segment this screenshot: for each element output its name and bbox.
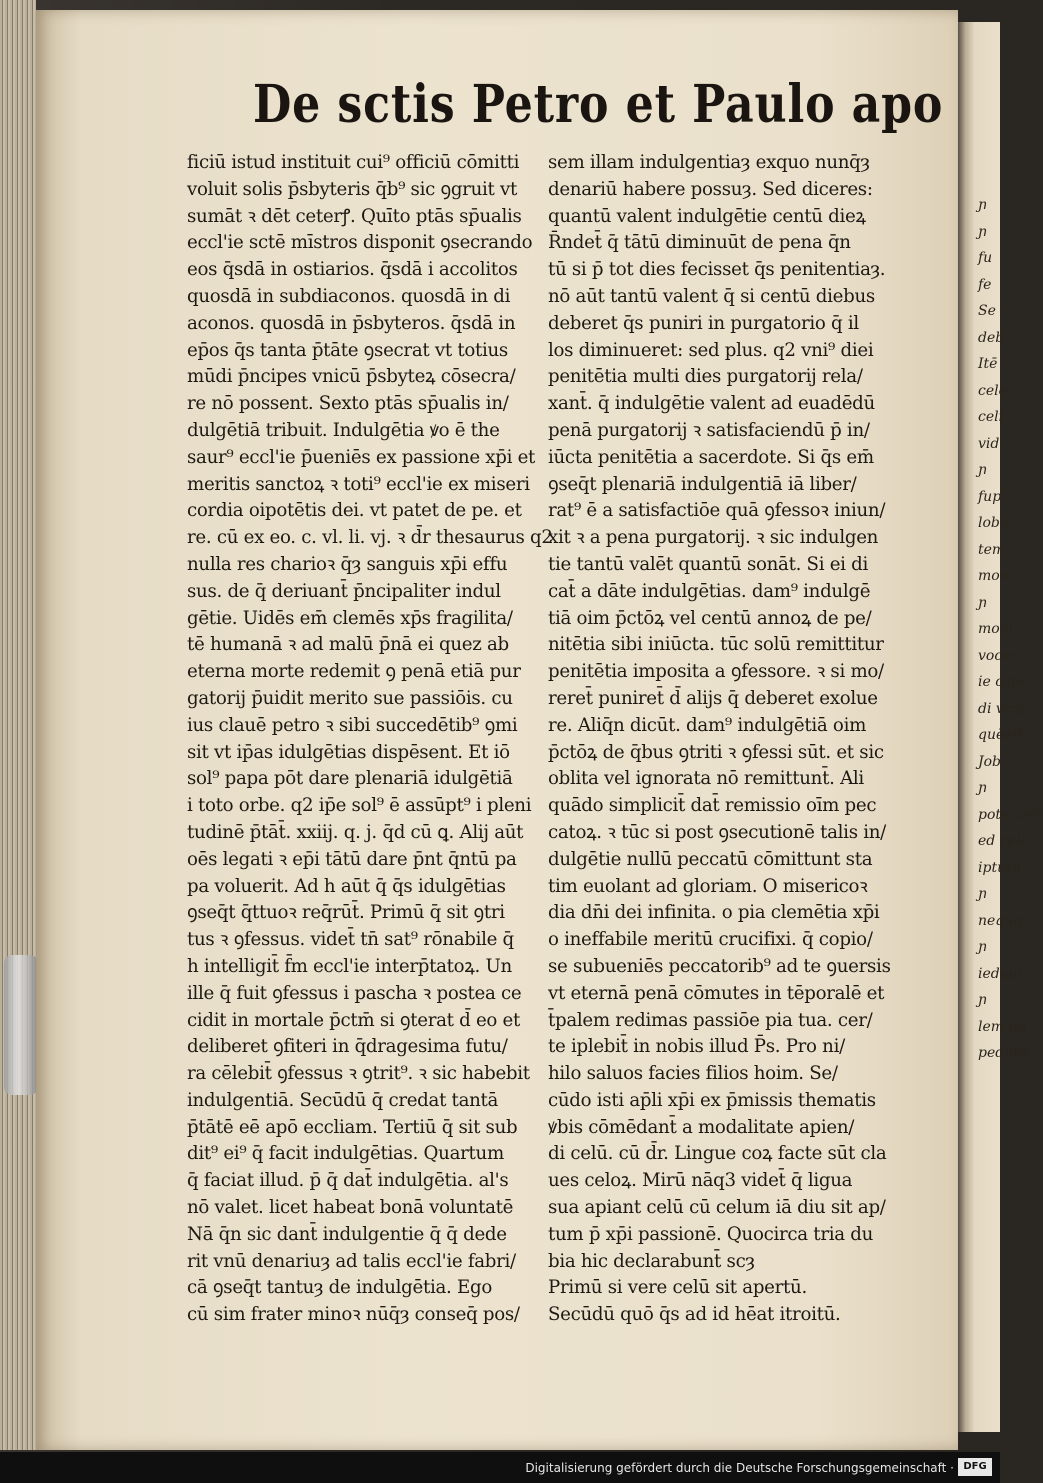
text-line: mūdi p̄ncipes vnicū p̄sbyteꝝ cōsecra/ bbox=[187, 366, 516, 388]
text-line: sumāt ꝛ dēt ceterꝭ. Quīto ptās sp̄ualis bbox=[187, 205, 522, 227]
text-line: re. cū ex eo. c. vl. li. vj. ꝛ d̄r thesaurus q2 bbox=[187, 527, 553, 549]
text-line: oēs legati ꝛ ep̄i tātū dare p̄nt q̄ntū pa bbox=[187, 848, 517, 870]
adjacent-text-fragment: mon bbox=[978, 568, 1009, 584]
text-line: tie tantū valēt quantū sonāt. Si ei di bbox=[548, 553, 869, 575]
text-line: p̄tātē eē apō eccliam. Tertiū q̄ sit sub bbox=[187, 1116, 518, 1138]
text-line: tus ꝛ ꝯfessus. videt̄ tn̄ sat⁹ rōnabile q̄ bbox=[187, 929, 514, 951]
text-line: nulla res charioꝛ q̄ȝ sanguis xp̄i effu bbox=[187, 553, 508, 575]
text-line: deberet q̄s puniri in purgatorio q̄ il bbox=[548, 312, 859, 334]
text-line: vt eternā penā cōmutes in tēporalē et bbox=[548, 982, 885, 1004]
text-line: penitētia multi dies purgatorij rela/ bbox=[548, 366, 863, 388]
text-line: ra cēlebit̄ ꝯfessus ꝛ ꝯtrit⁹. ꝛ sic habebit bbox=[187, 1063, 530, 1085]
text-line: tim euolant ad gloriam. O misericoꝛ bbox=[548, 875, 868, 897]
text-line: eterna morte redemit ꝯ penā etiā pur bbox=[187, 661, 521, 683]
text-line: voluit solis p̄sbyteris q̄b⁹ sic ꝯgruit vt bbox=[187, 178, 517, 200]
adjacent-text-fragment: pote cele bbox=[978, 806, 1043, 823]
text-line: quādo simplicit̄ dat̄ remissio oīm pec bbox=[548, 795, 877, 817]
text-line: los diminueret: sed plus. q2 vni⁹ diei bbox=[548, 339, 874, 361]
text-line: penitētia imposita a ꝯfessore. ꝛ si mo/ bbox=[548, 661, 884, 683]
text-line: tiā oim p̄ctōꝝ vel centū annoꝝ de pe/ bbox=[548, 607, 872, 629]
text-line: Nā q̄n sic dant̄ indulgentie q̄ q̄ dede bbox=[187, 1223, 507, 1245]
adjacent-text-fragment: fu bbox=[978, 250, 993, 266]
text-line: eos q̄sdā in ostiarios. q̄sdā i accolitos bbox=[187, 259, 518, 281]
text-line: sua apiant celū cū celum iā diu sit ap/ bbox=[548, 1197, 886, 1219]
adjacent-text-fragment: quēeft bbox=[978, 727, 1024, 743]
text-line: rit vnū denariuȝ ad talis eccl'ie fabri/ bbox=[187, 1250, 516, 1272]
text-line: ꝯseq̄t q̄ttuoꝛ req̄rūt̄. Primū q̄ sit ꝯtri bbox=[187, 902, 505, 924]
adjacent-text-fragment: ɲ bbox=[978, 780, 988, 796]
text-line: nō aūt tantū valent q̄ si centū diebus bbox=[548, 285, 875, 307]
text-line: sus. de q̄ deriuant̄ p̄ncipaliter indul bbox=[187, 580, 501, 602]
text-line: ep̄os q̄s tanta p̄tāte ꝯsecrat vt totius bbox=[187, 339, 508, 361]
text-line: bia hic declarabunt̄ scȝ bbox=[548, 1250, 755, 1272]
adjacent-text-fragment: Itē bbox=[978, 356, 998, 372]
running-head: De sctis Petro et Paulo apo bbox=[253, 74, 944, 135]
adjacent-text-fragment: Se bbox=[978, 303, 996, 319]
adjacent-page bbox=[958, 22, 1043, 1432]
text-line: re. Aliq̄n dicūt. dam⁹ indulgētiā oim bbox=[548, 714, 867, 736]
book-page-edges bbox=[0, 0, 36, 1450]
text-line: gētie. Uidēs em̄ clemēs xp̄s fragilita/ bbox=[187, 607, 513, 629]
text-line: ius clauē petro ꝛ sibi succedētib⁹ ꝯmi bbox=[187, 714, 518, 736]
viewer-footer bbox=[0, 1452, 1000, 1483]
text-line: eccl'ie sctē mīstros disponit ꝯsecrando bbox=[187, 232, 533, 254]
text-line: dulgētie nullū peccatū cōmittunt sta bbox=[548, 848, 873, 870]
text-line: oblita vel ignorata nō remittunt̄. Ali bbox=[548, 768, 864, 790]
adjacent-text-fragment: ɲ bbox=[978, 462, 988, 478]
text-line: ille q̄ fuit ꝯfessus i pascha ꝛ postea ce bbox=[187, 982, 522, 1004]
text-line: i toto orbe. q2 ip̄e sol⁹ ē assūpt⁹ i pleni bbox=[187, 795, 532, 817]
text-line: aconos. quosdā in p̄sbyteros. q̄sdā in bbox=[187, 312, 516, 334]
adjacent-text-fragment: celi bbox=[978, 409, 1004, 425]
text-line: tudinē p̄tāt̄. xxiij. q. j. q̄d cū ꝗ. Alij aūt bbox=[187, 821, 524, 843]
adjacent-text-fragment: ɲ bbox=[978, 886, 988, 902]
text-line: saur⁹ eccl'ie p̄ueniēs ex passione xp̄i et bbox=[187, 446, 536, 468]
text-line: Primū si vere celū sit apertū. bbox=[548, 1277, 807, 1299]
text-line: se subueniēs peccatorib⁹ ad te ꝯuersis bbox=[548, 955, 891, 977]
text-line: penā purgatorij ꝛ satisfaciendū p̄ in/ bbox=[548, 419, 870, 441]
text-line: t̄palem redimas passiōe pia tua. cer/ bbox=[548, 1009, 873, 1031]
adjacent-text-fragment: fup bbox=[978, 488, 1002, 505]
text-line: pa voluerit. Ad h aūt q̄ q̄s idulgētias bbox=[187, 875, 506, 897]
text-line: nitētia sibi iniūcta. tūc solū remittitur bbox=[548, 634, 884, 656]
text-line: dia dn̄i dei infinita. o pia clemētia xp̄i bbox=[548, 902, 880, 924]
left-text-column bbox=[187, 150, 553, 1329]
right-text-column bbox=[548, 150, 891, 1329]
text-line: sem illam indulgentiaȝ exquo nunq̄ȝ bbox=[548, 152, 870, 173]
text-line: gatorij p̄uidit merito sue passiōis. cu bbox=[187, 687, 513, 709]
adjacent-text-fragment: tem bbox=[978, 541, 1006, 558]
text-line: deliberet ꝯfiteri in q̄dragesima futu/ bbox=[187, 1036, 508, 1058]
text-line: tum p̄ xp̄i passionē. Quocirca tria du bbox=[548, 1223, 874, 1245]
text-line: ficiū istud instituit cui⁹ officiū cōmitti bbox=[187, 152, 520, 173]
adjacent-text-fragment: lobe bbox=[978, 515, 1009, 531]
text-line: cūdo isti ap̄li xp̄i ex p̄missis thematis bbox=[548, 1089, 876, 1111]
adjacent-text-fragment: ɲ bbox=[978, 197, 988, 213]
adjacent-text-fragment: ɲ bbox=[978, 223, 988, 240]
text-line: R̄ndet̄ q̄ tātū diminuūt de pena q̄n bbox=[548, 232, 851, 254]
text-line: tū si p̄ tot dies fecisset q̄s penitentiaȝ. bbox=[548, 259, 886, 281]
text-line: iūcta penitētia a sacerdote. Si q̄s em̄ bbox=[548, 446, 874, 468]
text-line: denariū habere possuȝ. Sed diceres: bbox=[548, 178, 873, 200]
text-line: tē humanā ꝛ ad malū p̄nā ei quez ab bbox=[187, 634, 509, 656]
adjacent-text-fragment: deb bbox=[978, 329, 1005, 346]
text-line: sit vt ip̄as idulgētias dispēsent. Et iō bbox=[187, 741, 510, 763]
adjacent-text-fragment: lem nu bbox=[978, 1018, 1027, 1035]
text-line: ꝟbis cōmēdant̄ a modalitate apien/ bbox=[548, 1116, 855, 1138]
text-line: indulgentiā. Secūdū q̄ credat tantā bbox=[187, 1089, 499, 1111]
text-line: cat̄ a dāte indulgētias. dam⁹ indulgē bbox=[548, 580, 871, 602]
text-line: xant̄. q̄ indulgētie valent ad euadēdū bbox=[548, 393, 875, 415]
text-line: te iplebit̄ in nobis illud P̄s. Pro ni/ bbox=[548, 1036, 845, 1058]
page-clip bbox=[4, 955, 38, 1095]
text-line: Secūdū quō q̄s ad id hēat itroitū. bbox=[548, 1304, 841, 1326]
text-line: q̄ faciat illud. p̄ q̄ dat̄ indulgētia. al's bbox=[187, 1170, 509, 1192]
adjacent-text-fragment: Job. bbox=[978, 753, 1006, 770]
adjacent-text-fragment: iptura bbox=[978, 859, 1022, 876]
adjacent-text-fragment: iedaur bbox=[978, 965, 1024, 982]
adjacent-text-fragment: ie cele bbox=[978, 674, 1025, 690]
text-line: xit ꝛ a pena purgatorij. ꝛ sic indulgen bbox=[548, 527, 879, 549]
adjacent-text-fragment: di virg bbox=[978, 700, 1024, 717]
text-line: h intelligit̄ f̄m eccl'ie interp̄tatoꝝ. Un bbox=[187, 955, 512, 977]
dfg-logo: DFG bbox=[958, 1458, 992, 1476]
adjacent-text-fragment: ed celi bbox=[978, 833, 1025, 849]
adjacent-text-fragment: vid bbox=[978, 435, 1000, 452]
text-line: quantū valent indulgētie centū dieꝝ bbox=[548, 205, 866, 227]
text-line: re nō possent. Sexto ptās sp̄ualis in/ bbox=[187, 393, 509, 415]
text-line: cordia oipotētis dei. vt patet de pe. et bbox=[187, 500, 522, 522]
adjacent-text-fragment: cele bbox=[978, 382, 1007, 399]
text-line: hilo saluos facies filios hoim. Se/ bbox=[548, 1063, 838, 1085]
text-line: ues celoꝝ. Mirū nāq3 videt̄ q̄ ligua bbox=[548, 1170, 853, 1192]
adjacent-text-fragment: nequit bbox=[978, 912, 1024, 929]
adjacent-text-fragment: ɲ bbox=[978, 594, 988, 611]
adjacent-text-fragment: ɲ bbox=[978, 992, 988, 1008]
text-line: di celū. cū d̄r. Lingue coꝝ facte sūt cla bbox=[548, 1143, 887, 1165]
text-line: dulgētiā tribuit. Indulgētia ꝟo ē the bbox=[187, 419, 500, 441]
adjacent-text-fragment: fe bbox=[978, 276, 992, 293]
text-line: meritis sanctoꝝ ꝛ toti⁹ eccl'ie ex miseri bbox=[187, 473, 530, 495]
text-line: ꝯseq̄t plenariā indulgentiā iā liber/ bbox=[548, 473, 857, 495]
adjacent-text-fragment: ɲ bbox=[978, 939, 988, 955]
text-line: p̄ctōꝝ de q̄bus ꝯtriti ꝛ ꝯfessi sūt. et sic bbox=[548, 741, 884, 763]
adjacent-text-fragment: vocec bbox=[978, 647, 1019, 664]
text-line: cā ꝯseq̄t tantuȝ de indulgētia. Ego bbox=[187, 1277, 492, 1299]
text-line: nō valet. licet habeat bonā voluntatē bbox=[187, 1197, 514, 1219]
text-line: cidit in mortale p̄ctm̄ si ꝯterat d̄ eo et bbox=[187, 1009, 521, 1031]
adjacent-text-fragment: moni bbox=[978, 621, 1014, 637]
adjacent-text-fragment: pedimē bbox=[978, 1045, 1031, 1061]
text-line: rat⁹ ē a satisfactiōe quā ꝯfessoꝛ iniun/ bbox=[548, 500, 886, 522]
funding-credit: Digitalisierung gefördert durch die Deutsche Forschungsgemeinschaft · bbox=[525, 1461, 954, 1475]
text-line: o ineffabile meritū crucifixi. q̄ copio/ bbox=[548, 929, 873, 951]
text-line: sol⁹ papa pōt dare plenariā idulgētiā bbox=[187, 768, 513, 790]
text-line: reret̄ puniret̄ d̄ alijs q̄ deberet exolue bbox=[548, 687, 878, 709]
text-line: catoꝝ. ꝛ tūc si post ꝯsecutionē talis in/ bbox=[548, 821, 886, 843]
text-line: cū sim frater minoꝛ nūq̄ȝ conseq̄ pos/ bbox=[187, 1304, 520, 1326]
text-line: quosdā in subdiaconos. quosdā in di bbox=[187, 285, 511, 307]
adjacent-page-text bbox=[958, 192, 1043, 1067]
text-line: dit⁹ ei⁹ q̄ facit indulgētias. Quartum bbox=[187, 1143, 504, 1165]
